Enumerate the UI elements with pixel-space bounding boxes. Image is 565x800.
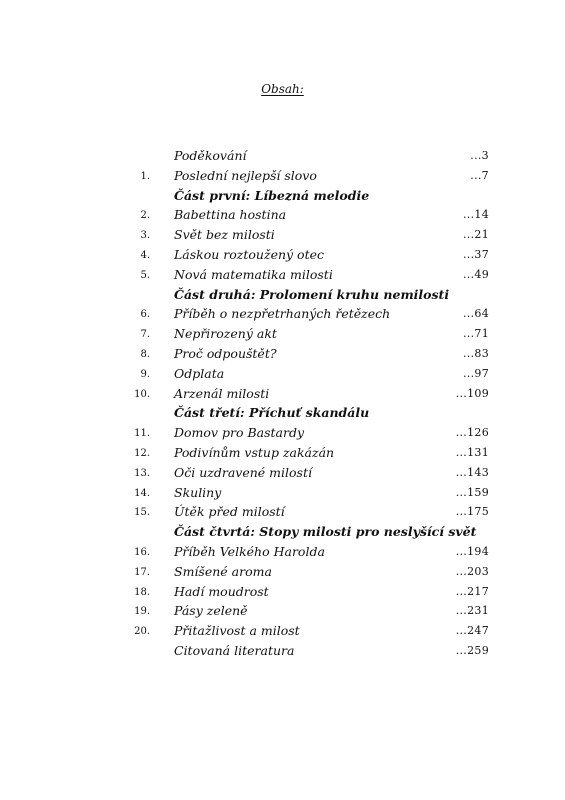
toc-part-title: Část čtvrtá: Stopy milosti pro neslyšící svět — [174, 524, 477, 540]
toc-entry-title: Oči uzdravené milostí — [174, 464, 312, 480]
toc-entry-title: Hadí moudrost — [174, 583, 269, 599]
toc-page-number: ...109 — [455, 386, 489, 400]
toc-entry-title: Příběh o nezpřetrhaných řetězech — [174, 306, 391, 322]
toc-page-number: ...131 — [455, 445, 489, 459]
toc-entry — [0, 265, 565, 285]
toc-chapter-number: 2. — [140, 210, 150, 222]
toc-entry-title: Poděkování — [174, 148, 247, 163]
toc-chapter-number: 15. — [134, 507, 150, 519]
toc-entry — [0, 146, 565, 166]
toc-page-number: ...194 — [455, 544, 489, 558]
toc-page-number: ...64 — [463, 307, 489, 321]
toc-page-number: ...3 — [470, 149, 489, 162]
toc-page-number: ...83 — [463, 346, 489, 360]
toc-entry — [0, 582, 565, 602]
toc-entry-title: Odplata — [174, 365, 225, 381]
toc-chapter-number: 8. — [140, 348, 150, 360]
toc-entry — [0, 384, 565, 404]
toc-entry-title: Citovaná literatura — [174, 642, 295, 658]
toc-chapter-number: 12. — [134, 447, 150, 459]
toc-entry-title: Nová matematika milosti — [174, 266, 333, 282]
toc-entry — [0, 621, 565, 641]
toc-entry-title: Pásy zeleně — [174, 603, 248, 619]
toc-chapter-number: 11. — [134, 428, 150, 440]
toc-page-number: ...217 — [455, 584, 489, 598]
toc-entry-title: Skuliny — [174, 484, 222, 500]
toc-page-number: ...126 — [455, 426, 489, 440]
toc-page-number: ...159 — [455, 485, 489, 499]
toc-chapter-number: 9. — [140, 368, 150, 380]
toc-entry-title: Útěk před milostí — [174, 504, 285, 520]
toc-entry-title: Láskou roztoužený otec — [174, 246, 324, 262]
toc-entry-title: Podivínům vstup zakázán — [174, 444, 335, 460]
table-of-contents — [0, 146, 565, 661]
toc-entry — [0, 463, 565, 483]
toc-page-number: ...259 — [455, 643, 489, 657]
toc-page-number: ...49 — [463, 267, 489, 281]
toc-entry — [0, 344, 565, 364]
toc-chapter-number: 19. — [134, 606, 150, 618]
toc-entry — [0, 562, 565, 582]
toc-page-number: ...175 — [455, 505, 489, 519]
toc-part-title: Část první: Líbezná melodie — [174, 187, 370, 203]
toc-chapter-number: 5. — [140, 269, 150, 281]
toc-chapter-number: 17. — [134, 566, 150, 578]
toc-chapter-number: 6. — [140, 309, 150, 321]
toc-entry-title: Domov pro Bastardy — [174, 425, 305, 441]
toc-entry — [0, 225, 565, 245]
toc-entry-title: Proč odpouštět? — [174, 345, 277, 361]
toc-chapter-number: 1. — [140, 170, 150, 182]
toc-chapter-number: 3. — [140, 230, 150, 242]
toc-page-number: ...143 — [455, 465, 489, 479]
toc-entry — [0, 641, 565, 661]
toc-part-title: Část třetí: Příchuť skandálu — [174, 405, 370, 421]
toc-entry — [0, 601, 565, 621]
toc-chapter-number: 10. — [134, 388, 150, 400]
toc-entry — [0, 443, 565, 463]
toc-page-number: ...203 — [455, 564, 489, 578]
toc-chapter-number: 7. — [140, 329, 150, 341]
toc-part-heading — [0, 186, 565, 206]
toc-page-number: ...71 — [463, 327, 489, 341]
toc-part-title: Část druhá: Prolomení kruhu nemilosti — [174, 286, 450, 302]
toc-entry — [0, 324, 565, 344]
toc-chapter-number: 16. — [134, 546, 150, 558]
toc-chapter-number: 13. — [134, 467, 150, 479]
toc-entry-title: Poslední nejlepší slovo — [174, 167, 317, 183]
toc-entry — [0, 205, 565, 225]
page-title: Obsah: — [261, 82, 304, 96]
toc-page-number: ...231 — [455, 604, 489, 618]
toc-entry-title: Příběh Velkého Harolda — [174, 543, 325, 559]
toc-entry — [0, 304, 565, 324]
toc-entry-title: Nepřirozený akt — [174, 326, 277, 342]
toc-part-heading — [0, 522, 565, 542]
toc-page-number: ...14 — [463, 208, 489, 222]
toc-entry — [0, 364, 565, 384]
toc-page-number: ...247 — [455, 624, 489, 638]
toc-entry — [0, 423, 565, 443]
toc-chapter-number: 14. — [134, 487, 150, 499]
toc-entry — [0, 245, 565, 265]
toc-page-number: ...97 — [463, 366, 489, 380]
toc-entry — [0, 542, 565, 562]
toc-entry — [0, 483, 565, 503]
toc-chapter-number: 4. — [140, 249, 150, 261]
toc-entry-title: Přitažlivost a milost — [174, 623, 300, 639]
toc-chapter-number: 18. — [134, 586, 150, 598]
toc-entry-title: Babettina hostina — [174, 207, 287, 223]
toc-entry-title: Smíšené aroma — [174, 563, 272, 579]
toc-entry-title: Svět bez milosti — [174, 227, 275, 243]
toc-page-number: ...7 — [470, 168, 489, 182]
toc-entry — [0, 166, 565, 186]
toc-chapter-number: 20. — [134, 626, 150, 638]
toc-entry-title: Arzenál milosti — [174, 385, 270, 401]
toc-part-heading — [0, 285, 565, 305]
toc-part-heading — [0, 403, 565, 423]
toc-entry — [0, 502, 565, 522]
toc-page-number: ...21 — [463, 228, 489, 242]
toc-page-number: ...37 — [463, 247, 489, 261]
